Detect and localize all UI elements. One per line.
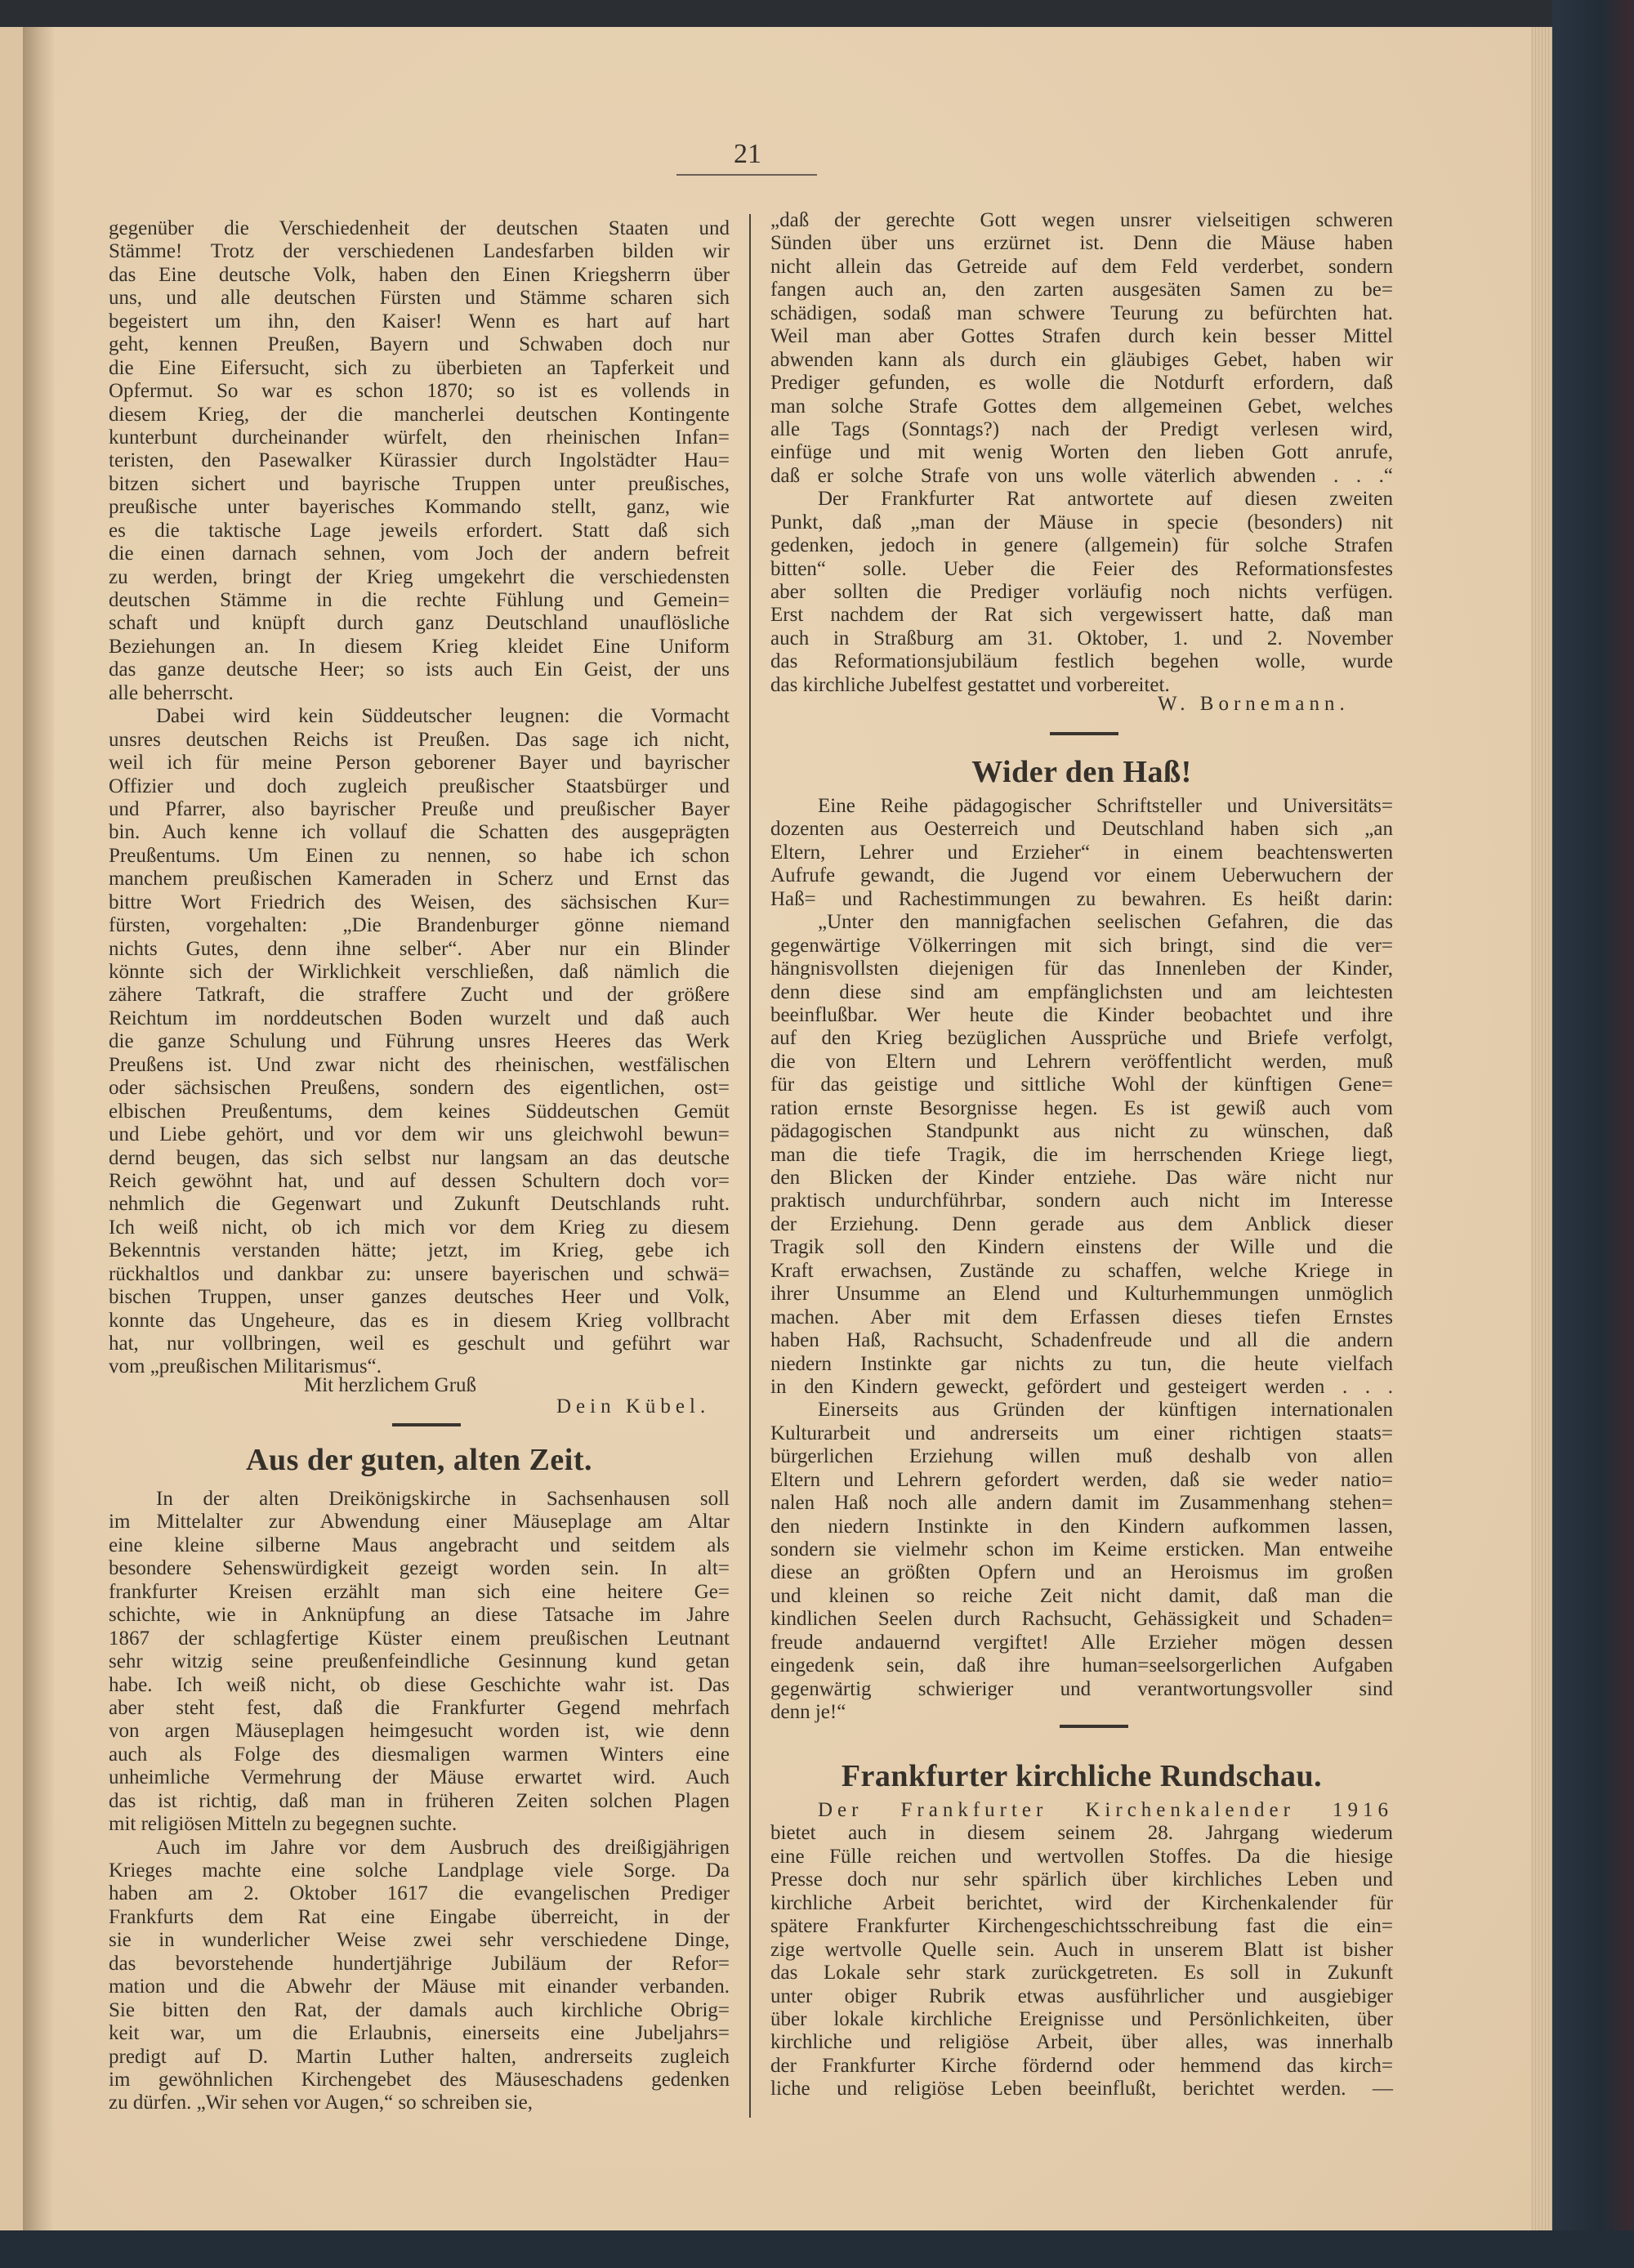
text-line: die ganze Schulung und Führung unsres Heeres das Werk [109, 1030, 730, 1053]
text-line: Erst nachdem der Rat sich vergewissert hatte, daß man [770, 604, 1393, 627]
book-cover-top [0, 0, 1634, 27]
text-line: Haß= und Rachestimmungen zu bewahren. Es heißt darin: [770, 887, 1393, 910]
section-rule [1050, 732, 1118, 735]
text-line: hängnisvollsten diejenigen für das Innenleben der Kinder, [770, 958, 1393, 980]
text-line: das Lokale sehr stark zurückgetreten. Es soll in Zukunft [770, 1962, 1393, 1984]
text-line: nalen Haß noch alle andern damit im Zusammenhang stehen= [770, 1492, 1393, 1515]
article-body-wider-den-hass [770, 795, 1393, 1725]
text-line: kirchliche und religiöse Arbeit, über alles, was innerhalb [770, 2031, 1393, 2054]
text-line: denn je!“ [770, 1701, 846, 1724]
text-line: spätere Frankfurter Kirchengeschichtsschreibung fast die ein= [770, 1915, 1393, 1938]
text-line: bietet auch in diesem seinem 28. Jahrgang wiederum [770, 1822, 1393, 1845]
text-line: besondere Sehenswürdigkeit gezeigt worden sein. In alt= [109, 1557, 730, 1580]
text-line: machen. Aber mit dem Erfassen dieses tiefen Ernstes [770, 1306, 1393, 1328]
text-line: frankfurter Kreisen erzählt man sich eine heitere Ge= [109, 1580, 730, 1603]
text-line: Kraft erwachsen, Zustände zu schaffen, welche Kriege in [770, 1259, 1393, 1282]
text-line: es die taktische Lage jeweils erfordert. Statt daß sich [109, 519, 730, 542]
text-line: gegenüber die Verschiedenheit der deutschen Staaten und [109, 217, 730, 239]
text-line: Frankfurts dem Rat eine Eingabe überreicht, in der [109, 1905, 730, 1928]
book-cover-right [1552, 0, 1634, 2268]
text-line: begeistert um ihn, den Kaiser! Wenn es hart auf hart [109, 310, 730, 333]
text-line: und kleinen so reiche Zeit nicht damit, daß man die [770, 1584, 1393, 1607]
text-line: „daß der gerechte Gott wegen unsrer vielseitigen schweren [770, 209, 1393, 231]
text-line: ihrer Unsumme an Elend und Kulturhemmungen unmöglich [770, 1283, 1393, 1306]
text-line: alle Tags (Sonntags?) nach der Predigt verlesen wird, [770, 417, 1393, 440]
text-line: bürgerlichen Erziehung willen muß deshalb von allen [770, 1445, 1393, 1468]
text-line: und Liebe gehört, und vor dem wir uns gleichwohl bewun= [109, 1123, 730, 1146]
text-line: auch in Straßburg am 31. Oktober, 1. und 2. November [770, 627, 1393, 650]
page-number: 21 [734, 139, 761, 169]
text-line: Reichtum im norddeutschen Boden wurzelt und daß auch [109, 1007, 730, 1029]
text-line: gegenwärtige Völkerringen mit sich bringt, sind die ver= [770, 934, 1393, 957]
text-line: fürsten, vorgehalten: „Die Brandenburger gönne niemand [109, 914, 730, 937]
text-line: Eine Reihe pädagogischer Schriftsteller und Universitäts= [818, 795, 1393, 817]
text-line: für das geistige und sittliche Wohl der künftigen Gene= [770, 1074, 1393, 1096]
text-line: Eltern und Lehrern gefordert werden, daß sie weder natio= [770, 1468, 1393, 1491]
text-line: denn diese sind am empfänglichsten und am leichtesten [770, 980, 1393, 1003]
text-line: sie in wunderlicher Weise zwei sehr verschiedene Dinge, [109, 1929, 730, 1952]
text-line: mation und die Abwehr der Mäuse mit einander verbanden. [109, 1976, 730, 1998]
text-line: diesem Krieg, der die mancherlei deutschen Kontingente [109, 403, 730, 426]
paragraph [109, 705, 730, 1379]
text-line: teristen, den Pasewalker Kürassier durch Ingolstädter Hau= [109, 449, 730, 472]
text-line: gedenken, jedoch in genere (allgemein) für solche Strafen [770, 534, 1393, 557]
text-line: Opfermut. So war es schon 1870; so ist es vollends in [109, 380, 730, 403]
column-divider [749, 214, 751, 2118]
text-line: das bevorstehende hundertjährige Jubiläum der Refor= [109, 1952, 730, 1975]
text-line: nichts Gutes, denn ihne selber“. Aber nur ein Blinder [109, 937, 730, 960]
text-line: Sie bitten den Rat, der damals auch kirchliche Obrig= [109, 1998, 730, 2021]
text-line: predigt auf D. Martin Luther halten, andrerseits zugleich [109, 2045, 730, 2068]
text-line: hat, nur vollbringen, weil es geschult und geführt war [109, 1333, 730, 1355]
text-line: auch als Folge des diesmaligen warmen Winters eine [109, 1743, 730, 1766]
text-line: das Eine deutsche Volk, haben den Einen Kriegsherrn über [109, 263, 730, 286]
text-line: geht, kennen Preußen, Bayern und Schwaben doch nur [109, 333, 730, 356]
text-line: im Mittelalter zur Abwendung einer Mäuseplage am Altar [109, 1511, 730, 1534]
text-line: oder sächsischen Preußens, sondern des eigentlichen, ost= [109, 1077, 730, 1100]
paragraph [770, 488, 1393, 697]
text-line: vom „preußischen Militarismus“. [109, 1355, 382, 1378]
text-line: beeinflußbar. Wer heute die Kinder beobachtet und ihre [770, 1003, 1393, 1026]
text-line: Preußentums. Um Einen zu nennen, so habe ich schon [109, 844, 730, 867]
article-body-continued [770, 209, 1393, 697]
text-line: im gewöhnlichen Kirchengebet des Mäuseschadens gedenken [109, 2068, 730, 2091]
text-line: alle beherrscht. [109, 681, 234, 704]
text-line: zige wertvolle Quelle sein. Auch in unserem Blatt ist bisher [770, 1938, 1393, 1961]
text-line: unter obiger Rubrik etwas ausführlicher und ausgiebiger [770, 1984, 1393, 2007]
text-line: fangen auch an, den zarten ausgesäten Samen zu be= [770, 279, 1393, 301]
text-line: schaft und knüpft durch ganz Deutschland unauflösliche [109, 612, 730, 635]
text-line: Stämme! Trotz der verschiedenen Landesfarben bilden wir [109, 240, 730, 263]
article-title-aus-der-guten-alten-zeit: Aus der guten, alten Zeit. [246, 1443, 592, 1477]
text-line: Aufrufe gewandt, die Jugend vor einem Ueberwuchern der [770, 864, 1393, 887]
text-line: unheimliche Vermehrung der Mäuse erwartet wird. Auch [109, 1766, 730, 1789]
text-line: das ganze deutsche Heer; so ists auch Ein Geist, der uns [109, 659, 730, 681]
text-line: bittre Wort Friedrich des Weisen, des sächsischen Kur= [109, 891, 730, 913]
text-line: rückhaltlos und dankbar zu: unsere bayerischen und schwä= [109, 1262, 730, 1285]
text-line: weil ich für meine Person geborener Bayer und bayrischer [109, 752, 730, 775]
text-line: niedern Instinkte gar nichts zu tun, die heute vielfach [770, 1352, 1393, 1375]
text-line: pädagogischen Standpunkt aus nicht zu wünschen, daß [770, 1120, 1393, 1143]
text-line: Tragik soll den Kindern einstens der Wille und die [770, 1236, 1393, 1259]
text-line: der Erziehung. Denn gerade aus dem Anblick dieser [770, 1212, 1393, 1235]
text-line: sehr witzig seine preußenfeindliche Gesinnung kund getan [109, 1650, 730, 1673]
text-line: Preußens ist. Und zwar nicht des rheinischen, westfälischen [109, 1053, 730, 1076]
binding-gutter [23, 27, 54, 2230]
text-line: eine Fülle reichen und wertvollen Stoffes. Da die hiesige [770, 1845, 1393, 1868]
text-line: schichte, wie in Anknüpfung an diese Tatsache im Jahre [109, 1604, 730, 1627]
book-cover-bottom [0, 2230, 1634, 2268]
text-line: Presse doch nur sehr spärlich über kirchliches Leben und [770, 1868, 1393, 1891]
text-line: Offizier und doch zugleich preußischer Staatsbürger und [109, 775, 730, 797]
text-line: 1867 der schlagfertige Küster einem preußischen Leutnant [109, 1627, 730, 1650]
text-line: zu werden, bringt der Krieg umgekehrt die verschiedensten [109, 565, 730, 588]
text-line: unsres deutschen Reichs ist Preußen. Das sage ich nicht, [109, 728, 730, 751]
text-line: preußische unter bayerisches Kommando stellt, ganz, wie [109, 496, 730, 519]
text-line: man die tiefe Tragik, die im herrschenden Kriege liegt, [770, 1143, 1393, 1166]
text-line: daß er solche Strafe von uns wolle väterlich abwenden . . .“ [770, 464, 1393, 487]
article-title-frankfurter-kirchliche-rundschau: Frankfurter kirchliche Rundschau. [841, 1759, 1323, 1793]
letter-closing: Mit herzlichem Gruß [304, 1374, 477, 1396]
text-line: Weil man aber Gottes Strafen durch kein besser Mittel [770, 325, 1393, 348]
paragraph [109, 1488, 730, 1837]
text-line: bischen Truppen, unser ganzes deutsches Heer und Volk, [109, 1286, 730, 1309]
text-line: mit religiösen Mitteln zu begegnen suchte. [109, 1813, 458, 1836]
text-line: praktisch undurchführbar, sondern auch nicht im Interesse [770, 1190, 1393, 1212]
article-title-wider-den-hass: Wider den Haß! [971, 755, 1192, 789]
paragraph [770, 1799, 1393, 2101]
text-line: zu dürfen. „Wir sehen vor Augen,“ so schreiben sie, [109, 2092, 533, 2114]
text-line: gegenwärtig schwieriger und verantwortungsvoller sind [770, 1677, 1393, 1700]
text-line: Einerseits aus Gründen der künftigen internationalen [818, 1399, 1393, 1422]
text-line: bitten“ solle. Ueber die Feier des Reformationsfestes [770, 557, 1393, 580]
letter-body [109, 217, 730, 1379]
text-line: auf den Krieg bezüglichen Aussprüche und Briefe verfolgt, [770, 1027, 1393, 1050]
text-line: das Reformationsjubiläum festlich begehen wolle, wurde [770, 650, 1393, 673]
text-line: Eltern, Lehrer und Erzieher“ in einem beachtenswerten [770, 841, 1393, 864]
text-line: In der alten Dreikönigskirche in Sachsenhausen soll [156, 1488, 730, 1510]
text-line: uns, und alle deutschen Fürsten und Stämme scharen sich [109, 287, 730, 310]
text-line: Kulturarbeit und andrerseits um einer richtigen staats= [770, 1422, 1393, 1444]
paragraph [770, 209, 1393, 488]
text-line: manchem preußischen Kameraden in Scherz und Ernst das [109, 868, 730, 891]
text-line: über lokale kirchliche Ereignisse und Persönlichkeiten, über [770, 2007, 1393, 2030]
text-line: abwenden kann als durch ein gläubiges Gebet, haben wir [770, 348, 1393, 371]
text-line: nicht allein das Getreide auf dem Feld verderbet, sondern [770, 255, 1393, 278]
text-line: bin. Auch kenne ich vollauf die Schatten des ausgeprägten [109, 821, 730, 844]
text-line: zähere Tatkraft, die straffere Zucht und der größere [109, 984, 730, 1007]
text-line: Beziehungen an. In diesem Krieg kleidet Eine Uniform [109, 635, 730, 658]
text-line: das ist richtig, daß man in früheren Zeiten solchen Plagen [109, 1789, 730, 1812]
text-line: man solche Strafe Gottes dem allgemeinen Gebet, welches [770, 395, 1393, 417]
text-line: Der Frankfurter Kirchenkalender 1916 [818, 1799, 1393, 1821]
text-line: freude andauernd vergiftet! Alle Erzieher mögen dessen [770, 1631, 1393, 1654]
text-line: die von Eltern und Lehrern veröffentlicht werden, muß [770, 1050, 1393, 1073]
text-line: deutschen Stämme in die rechte Fühlung und Gemein= [109, 589, 730, 611]
text-line: „Unter den mannigfachen seelischen Gefahren, die das [818, 911, 1393, 934]
header-rule [676, 174, 817, 176]
text-line: eingedenk sein, daß ihre human=seelsorgerlichen Aufgaben [770, 1654, 1393, 1677]
text-line: den Blicken der Kinder entziehe. Das wäre nicht nur [770, 1167, 1393, 1189]
text-line: Ich weiß nicht, ob ich mich vor dem Krieg zu diesem [109, 1216, 730, 1239]
text-line: sondern sie vielmehr schon im Keime ersticken. Man entweihe [770, 1538, 1393, 1560]
text-line: ration ernste Besorgnisse hegen. Es ist gewiß auch vom [770, 1096, 1393, 1119]
text-line: kindlichen Seelen durch Rachsucht, Gehässigkeit und Schaden= [770, 1608, 1393, 1631]
text-line: dozenten aus Oesterreich und Deutschland haben sich „an [770, 818, 1393, 841]
text-line: nehmlich die Gegenwart und Zukunft Deutschlands ruht. [109, 1193, 730, 1216]
text-line: aber steht fest, daß die Frankfurter Gegend mehrfach [109, 1696, 730, 1719]
section-rule [392, 1423, 461, 1426]
paragraph [770, 911, 1393, 1399]
text-line: der Frankfurter Kirche fördernd oder hemmend das kirch= [770, 2054, 1393, 2077]
text-line: haben am 2. Oktober 1617 die evangelischen Prediger [109, 1882, 730, 1905]
previous-page-edge [0, 27, 24, 2230]
text-line: eine kleine silberne Maus angebracht und seitdem als [109, 1534, 730, 1556]
text-line: bitzen sichert und bayrische Truppen unter preußisches, [109, 472, 730, 495]
text-line: Prediger gefunden, es wolle die Notdurft erfordern, daß [770, 372, 1393, 395]
text-line: elbischen Preußentums, dem keines Süddeutschen Gemüt [109, 1100, 730, 1123]
paragraph [770, 795, 1393, 911]
text-line: den niedern Instinkte in den Kindern aufkommen lassen, [770, 1515, 1393, 1538]
paragraph [109, 217, 730, 705]
text-line: das kirchliche Jubelfest gestattet und vorbereitet. [770, 673, 1170, 696]
article-signature: W. Bornemann. [1158, 693, 1350, 715]
text-line: diese an größten Opfern und an Heroismus im großen [770, 1561, 1393, 1584]
text-line: einfüge und mit wenig Worten den lieben Gott anrufe, [770, 441, 1393, 464]
text-line: Punkt, daß „man der Mäuse in specie (besonders) nit [770, 511, 1393, 534]
text-line: Reich gewöhnt hat, und auf dessen Schultern doch vor= [109, 1169, 730, 1192]
text-line: die einen darnach sehnen, vom Joch der andern befreit [109, 542, 730, 565]
text-line: und Pfarrer, also bayrischer Preuße und preußischer Bayer [109, 797, 730, 820]
text-line: Der Frankfurter Rat antwortete auf diesen zweiten [818, 488, 1393, 511]
paragraph [109, 1837, 730, 2115]
article-body-frankfurter-kirchliche-rundschau [770, 1799, 1393, 2101]
text-line: dernd beugen, das sich selbst nur langsam an das deutsche [109, 1146, 730, 1169]
text-line: liche und religiöse Leben beeinflußt, berichtet werden. — [770, 2078, 1393, 2101]
text-line: von argen Mäuseplagen heimgesucht worden ist, wie denn [109, 1720, 730, 1743]
text-line: kirchliche Arbeit berichtet, wird der Kirchenkalender für [770, 1891, 1393, 1914]
text-line: Dabei wird kein Süddeutscher leugnen: die Vormacht [156, 705, 730, 728]
text-line: haben Haß, Rachsucht, Schadenfreude und all die andern [770, 1329, 1393, 1352]
text-line: Krieges machte eine solche Landplage viele Sorge. Da [109, 1859, 730, 1882]
paragraph [770, 1399, 1393, 1724]
page-stack-edges [1529, 27, 1552, 2230]
text-line: Sünden über uns erzürnet ist. Denn die Mäuse haben [770, 232, 1393, 255]
text-line: in den Kindern geweckt, gefördert und gesteigert werden . . . [770, 1375, 1393, 1398]
text-line: aber sollten die Prediger vorläufig noch nichts verfügen. [770, 581, 1393, 603]
text-line: Auch im Jahre vor dem Ausbruch des dreißigjährigen [156, 1836, 730, 1859]
text-line: schädigen, sodaß man schwere Teurung zu befürchten hat. [770, 301, 1393, 324]
text-line: die Eine Eifersucht, sich zu überbieten an Tapferkeit und [109, 356, 730, 379]
text-line: kunterbunt durcheinander würfelt, den rheinischen Infan= [109, 426, 730, 449]
section-rule [1060, 1725, 1128, 1728]
text-line: Bekenntnis verstanden hätte; jetzt, im Krieg, gebe ich [109, 1239, 730, 1262]
text-line: konnte das Ungeheure, das es in diesem Krieg vollbracht [109, 1309, 730, 1332]
text-line: keit war, um die Erlaubnis, einerseits eine Jubeljahrs= [109, 2022, 730, 2045]
text-line: habe. Ich weiß nicht, ob diese Geschichte wahr ist. Das [109, 1673, 730, 1696]
text-line: könnte sich der Wirklichkeit verschließen, daß nämlich die [109, 961, 730, 983]
article-body-aus-der-guten-alten-zeit [109, 1488, 730, 2115]
letter-signature: Dein Kübel. [556, 1395, 711, 1418]
